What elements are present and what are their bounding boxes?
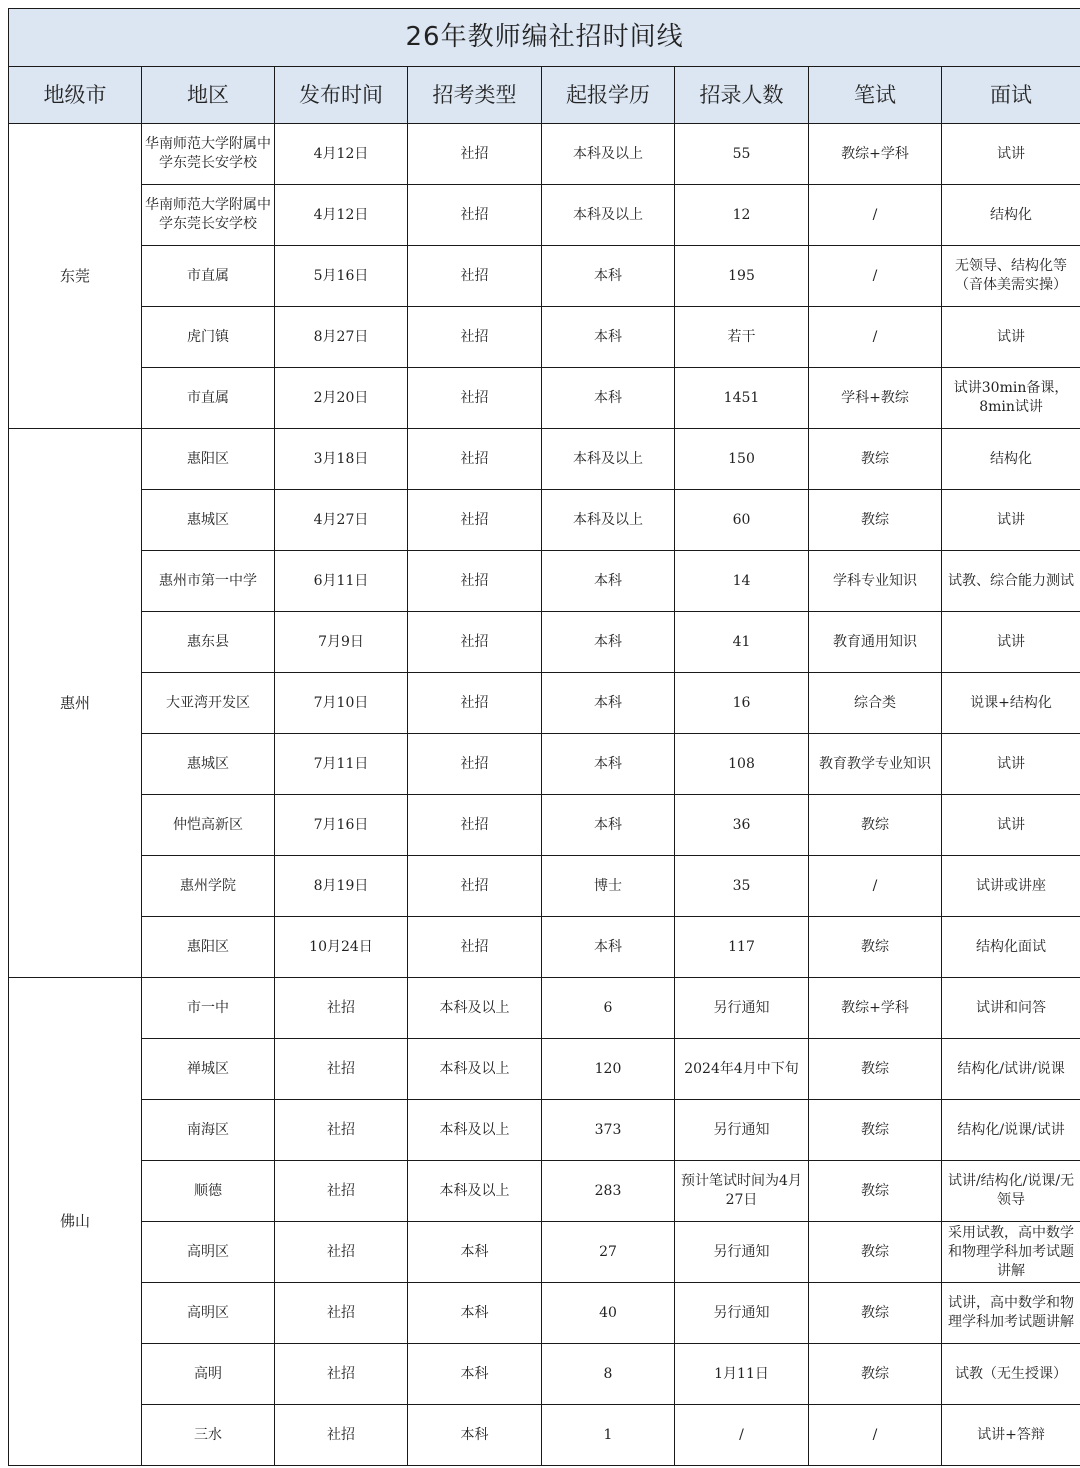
table-cell: 社招 bbox=[275, 1283, 408, 1344]
table-cell: 社招 bbox=[408, 185, 542, 246]
table-cell: 7月11日 bbox=[275, 734, 408, 795]
table-cell: 社招 bbox=[275, 1100, 408, 1161]
table-cell: 惠东县 bbox=[142, 612, 275, 673]
table-cell: 试讲30min备课，8min试讲 bbox=[942, 368, 1080, 429]
table-cell: 本科 bbox=[408, 1222, 542, 1283]
table-row bbox=[9, 1283, 1080, 1344]
table-row bbox=[9, 124, 1080, 185]
table-cell: 试讲 bbox=[942, 124, 1080, 185]
table-cell: 结构化面试 bbox=[942, 917, 1080, 978]
column-header: 地级市 bbox=[9, 67, 142, 124]
table-cell: 社招 bbox=[408, 856, 542, 917]
table-cell: 结构化 bbox=[942, 429, 1080, 490]
table-cell: 社招 bbox=[408, 124, 542, 185]
table-cell: 本科 bbox=[542, 673, 675, 734]
table-cell: 150 bbox=[675, 429, 809, 490]
table-cell: 本科 bbox=[542, 246, 675, 307]
table-row bbox=[9, 185, 1080, 246]
table-cell: 社招 bbox=[408, 795, 542, 856]
table-cell: 大亚湾开发区 bbox=[142, 673, 275, 734]
column-header: 招考类型 bbox=[408, 67, 542, 124]
table-cell: 综合类 bbox=[809, 673, 942, 734]
table-cell: 117 bbox=[675, 917, 809, 978]
table-row bbox=[9, 1039, 1080, 1100]
table-cell: 学科+教综 bbox=[809, 368, 942, 429]
table-cell: 结构化/说课/试讲 bbox=[942, 1100, 1080, 1161]
table-cell: 试讲 bbox=[942, 307, 1080, 368]
table-cell: 教育通用知识 bbox=[809, 612, 942, 673]
table-cell: 本科及以上 bbox=[408, 978, 542, 1039]
table-cell: 试教、综合能力测试 bbox=[942, 551, 1080, 612]
table-cell: 试讲 bbox=[942, 490, 1080, 551]
table-cell: 试讲+答辩 bbox=[942, 1405, 1080, 1466]
table-cell: 195 bbox=[675, 246, 809, 307]
table-cell: 8月27日 bbox=[275, 307, 408, 368]
table-cell: 35 bbox=[675, 856, 809, 917]
table-title: 26年教师编社招时间线 bbox=[9, 9, 1080, 67]
table-cell: 本科 bbox=[542, 612, 675, 673]
table-cell: 市直属 bbox=[142, 246, 275, 307]
table-row bbox=[9, 490, 1080, 551]
table-row bbox=[9, 1344, 1080, 1405]
table-cell: 惠城区 bbox=[142, 490, 275, 551]
table-cell: 1 bbox=[542, 1405, 675, 1466]
table-cell: 采用试教，高中数学和物理学科加考试题讲解 bbox=[942, 1222, 1080, 1283]
table-row bbox=[9, 795, 1080, 856]
table-cell: 试讲或讲座 bbox=[942, 856, 1080, 917]
table-cell: 试讲和问答 bbox=[942, 978, 1080, 1039]
table-cell: 7月10日 bbox=[275, 673, 408, 734]
city-cell: 东莞 bbox=[9, 124, 142, 429]
table-row bbox=[9, 368, 1080, 429]
table-cell: 10月24日 bbox=[275, 917, 408, 978]
table-cell: 283 bbox=[542, 1161, 675, 1222]
column-header: 发布时间 bbox=[275, 67, 408, 124]
table-cell: 说课+结构化 bbox=[942, 673, 1080, 734]
table-cell: 社招 bbox=[408, 734, 542, 795]
table-cell: 教综+学科 bbox=[809, 978, 942, 1039]
table-cell: 惠城区 bbox=[142, 734, 275, 795]
table-cell: 高明区 bbox=[142, 1222, 275, 1283]
table-cell: 社招 bbox=[275, 1222, 408, 1283]
table-cell: 社招 bbox=[408, 307, 542, 368]
table-cell: 8月19日 bbox=[275, 856, 408, 917]
table-cell: 本科 bbox=[542, 917, 675, 978]
table-cell: 教综 bbox=[809, 1283, 942, 1344]
table-cell: 本科 bbox=[542, 734, 675, 795]
table-cell: / bbox=[809, 246, 942, 307]
table-cell: / bbox=[809, 856, 942, 917]
table-cell: 高明区 bbox=[142, 1283, 275, 1344]
table-cell: 2月20日 bbox=[275, 368, 408, 429]
table-cell: 社招 bbox=[275, 1161, 408, 1222]
table-cell: 5月16日 bbox=[275, 246, 408, 307]
table-cell: 41 bbox=[675, 612, 809, 673]
table-cell: 本科 bbox=[542, 551, 675, 612]
table-row bbox=[9, 1161, 1080, 1222]
table-row bbox=[9, 612, 1080, 673]
table-cell: 6 bbox=[542, 978, 675, 1039]
column-header: 起报学历 bbox=[542, 67, 675, 124]
table-cell: 27 bbox=[542, 1222, 675, 1283]
city-cell: 惠州 bbox=[9, 429, 142, 978]
table-row bbox=[9, 917, 1080, 978]
table-row bbox=[9, 1405, 1080, 1466]
recruitment-table bbox=[8, 8, 1080, 1466]
table-cell: 本科 bbox=[542, 307, 675, 368]
table-cell: 本科及以上 bbox=[408, 1039, 542, 1100]
table-cell: 华南师范大学附属中学东莞长安学校 bbox=[142, 124, 275, 185]
table-cell: / bbox=[675, 1405, 809, 1466]
table-cell: 教综 bbox=[809, 490, 942, 551]
table-cell: 博士 bbox=[542, 856, 675, 917]
table-row bbox=[9, 551, 1080, 612]
table-cell: 14 bbox=[675, 551, 809, 612]
table-cell: 教综 bbox=[809, 1161, 942, 1222]
table-cell: 社招 bbox=[275, 1039, 408, 1100]
table-row bbox=[9, 1100, 1080, 1161]
table-cell: 55 bbox=[675, 124, 809, 185]
table-cell: 华南师范大学附属中学东莞长安学校 bbox=[142, 185, 275, 246]
table-cell: 1月11日 bbox=[675, 1344, 809, 1405]
table-cell: 惠阳区 bbox=[142, 429, 275, 490]
table-cell: 市直属 bbox=[142, 368, 275, 429]
table-cell: 三水 bbox=[142, 1405, 275, 1466]
table-cell: 试讲 bbox=[942, 734, 1080, 795]
table-cell: 教综 bbox=[809, 917, 942, 978]
table-row bbox=[9, 673, 1080, 734]
table-row bbox=[9, 246, 1080, 307]
column-header: 招录人数 bbox=[675, 67, 809, 124]
table-cell: 本科 bbox=[542, 368, 675, 429]
timeline-sheet bbox=[8, 8, 1080, 1466]
table-cell: 社招 bbox=[408, 490, 542, 551]
table-cell: 社招 bbox=[275, 1344, 408, 1405]
table-cell: 禅城区 bbox=[142, 1039, 275, 1100]
table-cell: 4月27日 bbox=[275, 490, 408, 551]
table-cell: 教综 bbox=[809, 1100, 942, 1161]
table-cell: 1451 bbox=[675, 368, 809, 429]
table-cell: 本科及以上 bbox=[542, 429, 675, 490]
table-cell: 社招 bbox=[408, 917, 542, 978]
table-cell: 教综 bbox=[809, 1222, 942, 1283]
table-cell: 社招 bbox=[408, 673, 542, 734]
table-row bbox=[9, 734, 1080, 795]
table-row bbox=[9, 429, 1080, 490]
table-row bbox=[9, 1222, 1080, 1283]
table-cell: 12 bbox=[675, 185, 809, 246]
table-cell: 试讲 bbox=[942, 795, 1080, 856]
table-cell: 4月12日 bbox=[275, 185, 408, 246]
table-cell: 惠州学院 bbox=[142, 856, 275, 917]
table-cell: 若干 bbox=[675, 307, 809, 368]
city-cell: 佛山 bbox=[9, 978, 142, 1466]
table-cell: 学科专业知识 bbox=[809, 551, 942, 612]
table-cell: / bbox=[809, 1405, 942, 1466]
table-cell: / bbox=[809, 185, 942, 246]
table-cell: 本科 bbox=[408, 1344, 542, 1405]
column-header: 面试 bbox=[942, 67, 1080, 124]
table-row bbox=[9, 307, 1080, 368]
table-cell: 本科及以上 bbox=[408, 1100, 542, 1161]
table-cell: 社招 bbox=[408, 551, 542, 612]
table-cell: 3月18日 bbox=[275, 429, 408, 490]
table-cell: 虎门镇 bbox=[142, 307, 275, 368]
table-cell: 惠阳区 bbox=[142, 917, 275, 978]
table-cell: 另行通知 bbox=[675, 1283, 809, 1344]
table-cell: 40 bbox=[542, 1283, 675, 1344]
table-cell: 顺德 bbox=[142, 1161, 275, 1222]
table-cell: 社招 bbox=[275, 978, 408, 1039]
table-row bbox=[9, 978, 1080, 1039]
column-header: 地区 bbox=[142, 67, 275, 124]
table-cell: 教综 bbox=[809, 429, 942, 490]
table-cell: 本科 bbox=[408, 1405, 542, 1466]
table-cell: 高明 bbox=[142, 1344, 275, 1405]
column-header: 笔试 bbox=[809, 67, 942, 124]
table-cell: 社招 bbox=[408, 612, 542, 673]
table-cell: 16 bbox=[675, 673, 809, 734]
table-cell: 试讲 bbox=[942, 612, 1080, 673]
table-cell: 社招 bbox=[275, 1405, 408, 1466]
table-cell: 108 bbox=[675, 734, 809, 795]
table-cell: 社招 bbox=[408, 246, 542, 307]
table-cell: 无领导、结构化等（音体美需实操） bbox=[942, 246, 1080, 307]
table-cell: 教综+学科 bbox=[809, 124, 942, 185]
table-cell: 另行通知 bbox=[675, 978, 809, 1039]
table-cell: 60 bbox=[675, 490, 809, 551]
table-cell: 惠州市第一中学 bbox=[142, 551, 275, 612]
table-cell: 另行通知 bbox=[675, 1100, 809, 1161]
table-cell: 8 bbox=[542, 1344, 675, 1405]
table-cell: 4月12日 bbox=[275, 124, 408, 185]
table-cell: 6月11日 bbox=[275, 551, 408, 612]
table-cell: 结构化 bbox=[942, 185, 1080, 246]
table-cell: 本科及以上 bbox=[542, 124, 675, 185]
table-cell: 南海区 bbox=[142, 1100, 275, 1161]
table-cell: 2024年4月中下旬 bbox=[675, 1039, 809, 1100]
table-cell: 7月9日 bbox=[275, 612, 408, 673]
table-cell: 本科 bbox=[542, 795, 675, 856]
table-cell: 社招 bbox=[408, 368, 542, 429]
table-cell: 试讲/结构化/说课/无领导 bbox=[942, 1161, 1080, 1222]
table-cell: 36 bbox=[675, 795, 809, 856]
table-cell: 120 bbox=[542, 1039, 675, 1100]
table-cell: 教综 bbox=[809, 1039, 942, 1100]
table-cell: 本科及以上 bbox=[542, 490, 675, 551]
table-cell: 教综 bbox=[809, 795, 942, 856]
table-cell: 7月16日 bbox=[275, 795, 408, 856]
table-cell: 另行通知 bbox=[675, 1222, 809, 1283]
table-cell: 市一中 bbox=[142, 978, 275, 1039]
table-row bbox=[9, 856, 1080, 917]
table-cell: 结构化/试讲/说课 bbox=[942, 1039, 1080, 1100]
table-cell: 仲恺高新区 bbox=[142, 795, 275, 856]
table-cell: 试讲，高中数学和物理学科加考试题讲解 bbox=[942, 1283, 1080, 1344]
table-cell: 社招 bbox=[408, 429, 542, 490]
table-cell: / bbox=[809, 307, 942, 368]
table-cell: 本科 bbox=[408, 1283, 542, 1344]
table-cell: 教育教学专业知识 bbox=[809, 734, 942, 795]
table-cell: 教综 bbox=[809, 1344, 942, 1405]
table-cell: 本科及以上 bbox=[542, 185, 675, 246]
table-cell: 373 bbox=[542, 1100, 675, 1161]
table-cell: 预计笔试时间为4月27日 bbox=[675, 1161, 809, 1222]
table-cell: 试教（无生授课） bbox=[942, 1344, 1080, 1405]
table-cell: 本科及以上 bbox=[408, 1161, 542, 1222]
